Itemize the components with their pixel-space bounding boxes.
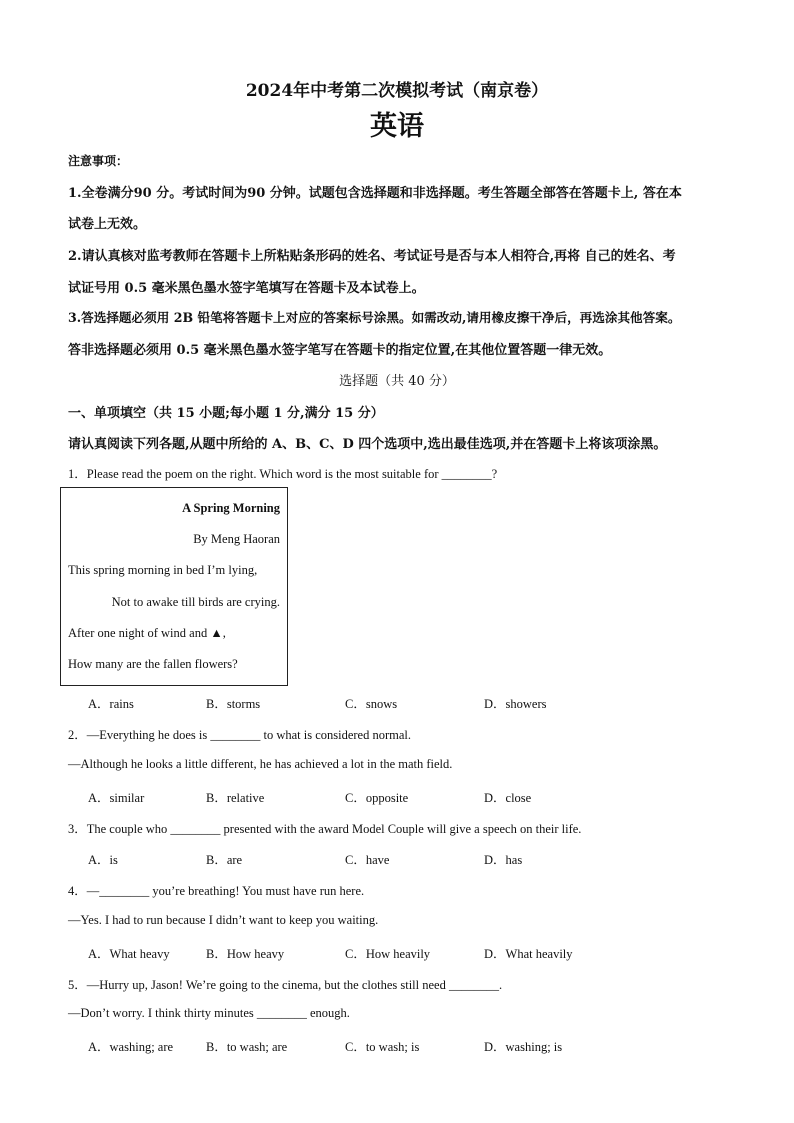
q1-option-d[interactable]: D．showers [484,697,547,711]
note-line: 试卷上无效。 [68,217,147,232]
question-2: 2．—Everything he does is ________ to what is considered normal. [68,728,411,742]
q1-option-b[interactable]: B．storms [206,697,261,711]
poem-line: Not to awake till birds are crying. [111,595,280,609]
note-line: 3.答选择题必须用 2B 铅笔将答题卡上对应的答案标号涂黑。如需改动,请用橡皮擦干净后，再选涂其他答案。 [68,310,681,325]
question-3: 3．The couple who ________ presented with the award Model Couple will give a speech on their life. [68,822,582,836]
q2-option-d[interactable]: D．close [484,791,532,805]
poem-author: By Meng Haoran [193,532,280,546]
q3-option-a[interactable]: A．is [88,853,118,867]
question-4: 4．—________ you’re breathing! You must have run here. [68,884,365,898]
q5-option-d[interactable]: D．washing; is [484,1040,563,1054]
q2-option-b[interactable]: B．relative [206,791,265,805]
q3-option-b[interactable]: B．are [206,853,243,867]
subject-title: 英语 [370,111,424,142]
note-line: 答非选择题必须用 0.5 毫米黑色墨水签字笔写在答题卡的指定位置,在其他位置答题一律无效。 [68,343,612,358]
question-5: 5．—Hurry up, Jason! We’re going to the cinema, but the clothes still need ________. [68,978,503,992]
note-line: 1.全卷满分90 分。考试时间为90 分钟。试题包含选择题和非选择题。考生答题全部答在答题卡上, 答在本 [68,186,682,201]
q4-option-c[interactable]: C．How heavily [345,947,431,961]
poem-line: This spring morning in bed I’m lying, [68,563,258,577]
q4-option-d[interactable]: D．What heavily [484,947,573,961]
poem-title: A Spring Morning [182,501,280,515]
q2-option-a[interactable]: A．similar [88,791,145,805]
part-heading: 一、单项填空（共 15 小题;每小题 1 分,满分 15 分） [68,406,384,421]
note-line: 试证号用 0.5 毫米黑色墨水签字笔填写在答题卡及本试卷上。 [68,281,425,296]
q1-option-c[interactable]: C．snows [345,697,398,711]
q4-option-b[interactable]: B．How heavy [206,947,285,961]
q5-option-b[interactable]: B．to wash; are [206,1040,288,1054]
part-instruction: 请认真阅读下列各题,从题中所给的 A、B、C、D 四个选项中,选出最佳选项,并在答题卡上将该项涂黑。 [68,437,667,452]
question-1: 1．Please read the poem on the right. Which word is the most suitable for ________? [68,467,498,481]
poem-box [60,487,288,686]
question-2-reply: —Although he looks a little different, he has achieved a lot in the math field. [68,757,453,771]
q3-option-c[interactable]: C．have [345,853,390,867]
q1-option-a[interactable]: A．rains [88,697,134,711]
notes-heading: 注意事项： [68,154,129,168]
q4-option-a[interactable]: A．What heavy [88,947,170,961]
q5-option-a[interactable]: A．washing; are [88,1040,174,1054]
poem-line: How many are the fallen flowers? [68,657,238,671]
q2-option-c[interactable]: C．opposite [345,791,409,805]
section-title: 选择题（共 40 分） [339,374,455,389]
q3-option-d[interactable]: D．has [484,853,523,867]
note-line: 2.请认真核对监考教师在答题卡上所粘贴条形码的姓名、考试证号是否与本人相符合,再将 自己的姓名、考 [68,249,676,264]
question-4-reply: —Yes. I had to run because I didn’t want to keep you waiting. [68,913,379,927]
poem-line: After one night of wind and ▲, [68,626,226,640]
exam-title: 2024年中考第二次模拟考试（南京卷） [245,81,549,101]
q5-option-c[interactable]: C．to wash; is [345,1040,420,1054]
question-5-reply: —Don’t worry. I think thirty minutes ________ enough. [68,1006,350,1020]
